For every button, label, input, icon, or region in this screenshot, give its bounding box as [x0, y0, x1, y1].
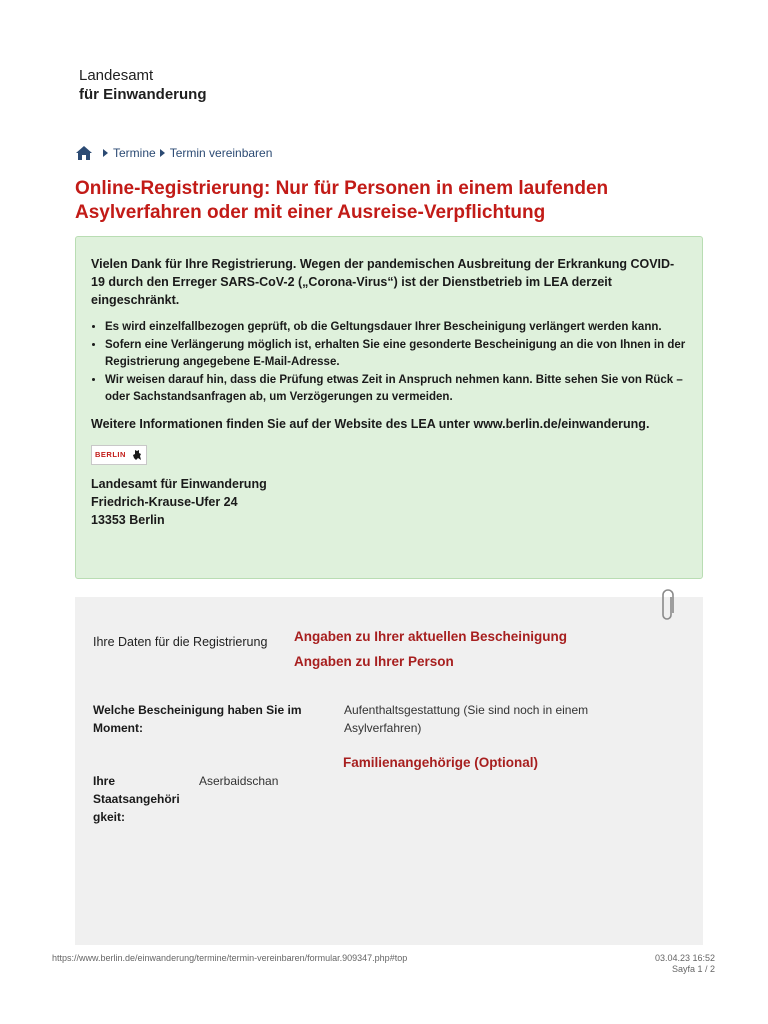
footer-page: Sayfa 1 / 2: [671, 964, 715, 974]
org-header: [79, 66, 207, 104]
org-name-line2: für Einwanderung: [79, 86, 207, 103]
section-person: Angaben zu Ihrer Person: [294, 654, 454, 669]
address-block: [91, 475, 688, 529]
page-title: Online-Registrierung: Nur für Personen in einem laufenden Asylverfahren oder mit einer Ausreise-Verpflichtung: [75, 178, 609, 223]
footer-url: https://www.berlin.de/einwanderung/termine/termin-vereinbaren/formular.909347.php#top: [52, 953, 408, 963]
address-line: Friedrich-Krause-Ufer 24: [91, 494, 238, 509]
section-certificate: Angaben zu Ihrer aktuellen Bescheinigung: [294, 629, 568, 644]
berlin-logo-text: BERLIN: [95, 450, 126, 459]
berlin-bear-icon: [132, 449, 142, 461]
notice-list: [91, 319, 688, 407]
address-line: 13353 Berlin: [91, 512, 165, 527]
certificate-answer: Aufenthaltsgestattung (Sie sind noch in einem Asylverfahren): [344, 703, 589, 735]
address-line: Landesamt für Einwanderung: [91, 476, 267, 491]
notice-bullet: • Sofern eine Verlängerung möglich ist, erhalten Sie eine gesonderte Bescheinigung an die von Ihnen in der Registrierung angegebene E-Mail-Adresse.: [105, 337, 688, 372]
registration-summary: [75, 597, 703, 945]
certificate-question: Welche Bescheinigung haben Sie im Moment:: [93, 703, 302, 735]
notice-box: [75, 236, 703, 579]
breadcrumb-termin-vereinbaren[interactable]: Termin vereinbaren: [169, 146, 273, 160]
breadcrumb-arrow-icon: [160, 149, 165, 157]
section-family: Familienangehörige (Optional): [343, 755, 539, 770]
footer-datetime: 03.04.23 16:52: [654, 953, 715, 963]
home-icon[interactable]: [75, 145, 93, 161]
breadcrumb-arrow-icon: [103, 149, 108, 157]
notice-bullet: • Wir weisen darauf hin, dass die Prüfung etwas Zeit in Anspruch nehmen kann. Bitte sehen Sie von Rück – oder Sachstandsanfragen ab, um Verzögerungen zu vermeiden.: [105, 372, 688, 407]
notice-more-info: Weitere Informationen finden Sie auf der Website des LEA unter www.berlin.de/einwanderung.: [91, 416, 650, 431]
breadcrumb: [75, 145, 272, 161]
paperclip-icon[interactable]: [659, 589, 677, 623]
footer-meta: [655, 953, 715, 975]
nationality-question: Ihre Staatsangehöri gkeit:: [93, 774, 180, 824]
nationality-answer: Aserbaidschan: [199, 774, 279, 788]
org-name-line1: Landesamt: [79, 67, 154, 84]
notice-intro: Vielen Dank für Ihre Registrierung. Wegen der pandemischen Ausbreitung der Erkrankung COVID-19 durch den Erreger SARS-CoV-2 („Corona-Virus“) ist der Dienstbetrieb im LEA derzeit eingeschränkt.: [91, 257, 675, 307]
notice-bullet: • Es wird einzelfallbezogen geprüft, ob die Geltungsdauer Ihrer Bescheinigung verlängert werden kann.: [105, 319, 688, 337]
berlin-logo: [91, 445, 147, 465]
registration-label: Ihre Daten für die Registrierung: [93, 635, 268, 649]
breadcrumb-termine[interactable]: Termine: [113, 146, 156, 160]
